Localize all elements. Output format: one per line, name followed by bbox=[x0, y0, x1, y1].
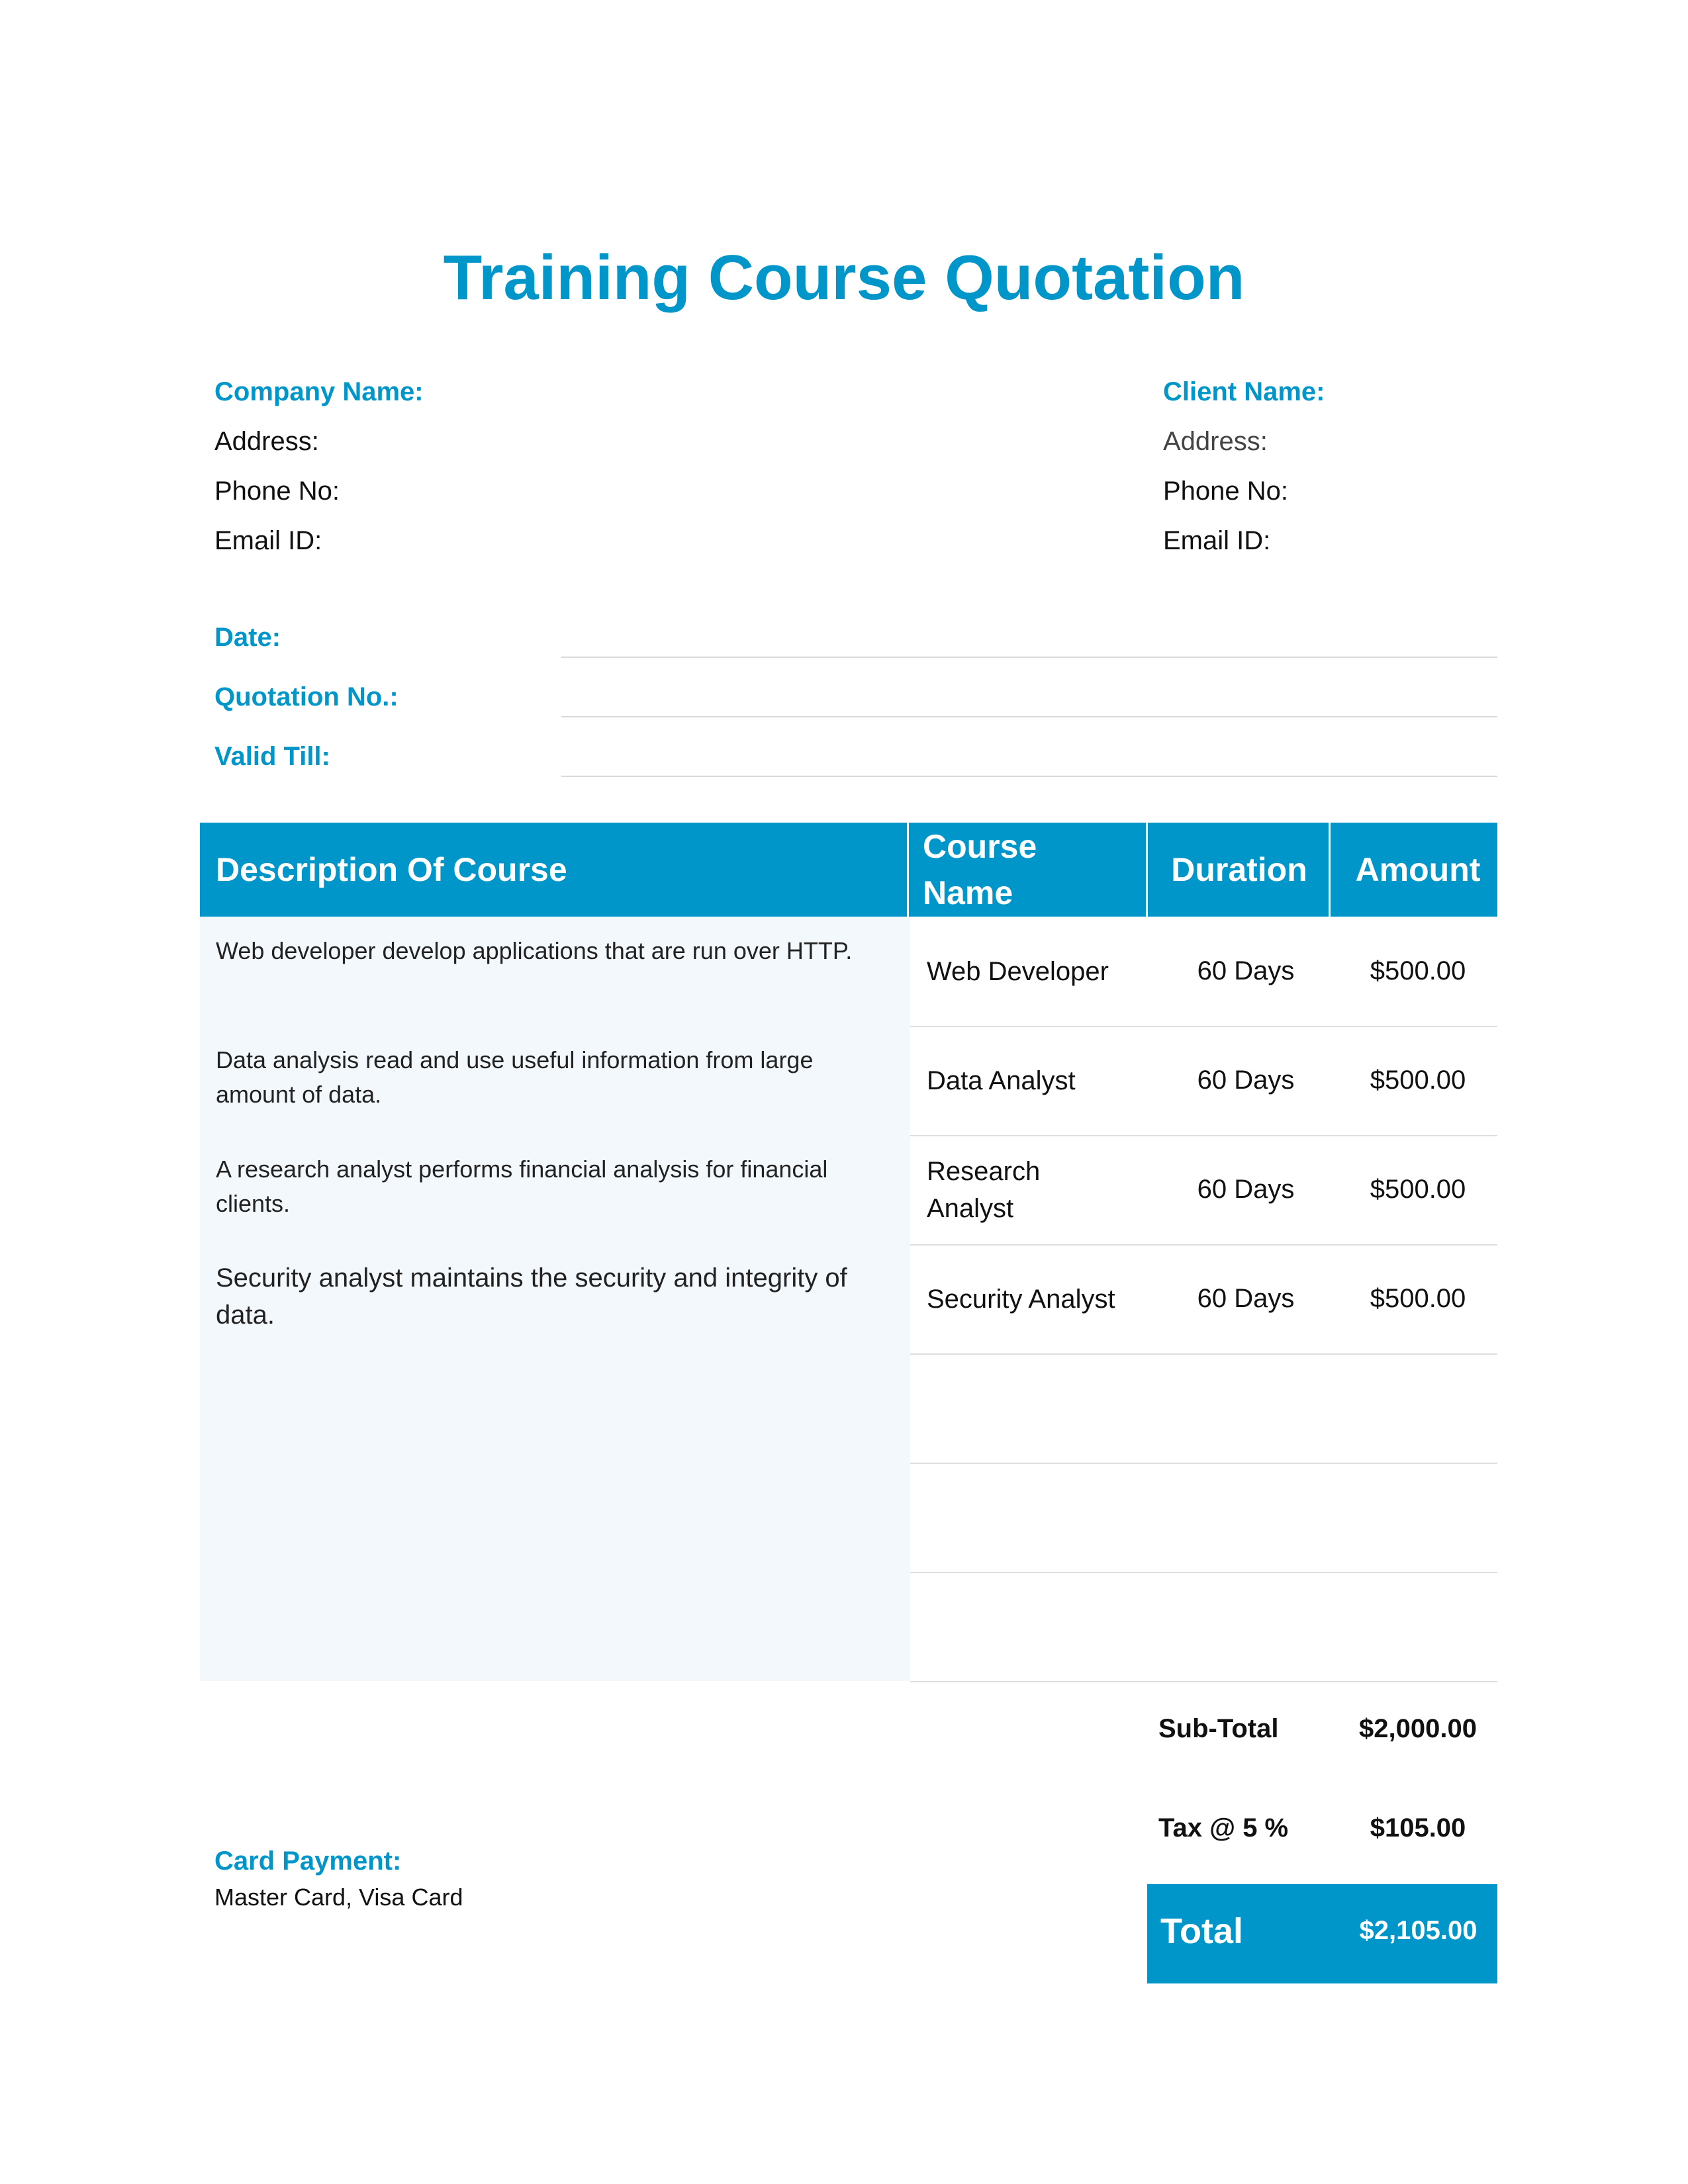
header-description: Description Of Course bbox=[216, 851, 567, 888]
description-item: Security analyst maintains the security and integrity of data. bbox=[216, 1263, 847, 1330]
row-divider bbox=[910, 1463, 1497, 1464]
card-payment-methods: Master Card, Visa Card bbox=[214, 1884, 463, 1911]
total-value: $2,105.00 bbox=[1359, 1916, 1477, 1945]
course-name-cell: Research Analyst bbox=[927, 1156, 1041, 1223]
header-amount: Amount bbox=[1355, 851, 1481, 888]
amount-cell: $500.00 bbox=[1370, 956, 1466, 985]
amount-cell: $500.00 bbox=[1370, 1066, 1466, 1095]
row-divider bbox=[910, 1572, 1497, 1573]
header-course-name: Course Name bbox=[923, 828, 1037, 911]
tax-value: $105.00 bbox=[1370, 1813, 1466, 1843]
valid-till-label: Valid Till: bbox=[214, 742, 330, 771]
quotation-number-underline bbox=[561, 716, 1497, 717]
valid-till-underline bbox=[561, 776, 1497, 777]
header-divider bbox=[907, 823, 909, 917]
duration-cell: 60 Days bbox=[1197, 1066, 1295, 1095]
total-box bbox=[1147, 1884, 1497, 1983]
company-name-label: Company Name: bbox=[214, 377, 424, 406]
date-underline bbox=[561, 657, 1497, 658]
card-payment-label: Card Payment: bbox=[214, 1846, 402, 1876]
header-duration: Duration bbox=[1171, 851, 1307, 888]
company-phone-label: Phone No: bbox=[214, 477, 340, 506]
client-phone-label: Phone No: bbox=[1163, 477, 1289, 506]
amount-cell: $500.00 bbox=[1370, 1284, 1466, 1313]
description-item: A research analyst performs financial analysis for financial clients. bbox=[216, 1156, 828, 1217]
description-item: Web developer develop applications that are run over HTTP. bbox=[216, 937, 853, 964]
row-divider bbox=[910, 1353, 1497, 1355]
subtotal-value: $2,000.00 bbox=[1359, 1714, 1477, 1743]
total-label: Total bbox=[1160, 1911, 1243, 1951]
course-name-cell: Data Analyst bbox=[927, 1066, 1076, 1095]
client-email-label: Email ID: bbox=[1163, 526, 1271, 555]
date-label: Date: bbox=[214, 623, 281, 652]
duration-cell: 60 Days bbox=[1197, 1284, 1295, 1313]
header-divider bbox=[1329, 823, 1331, 917]
company-email-label: Email ID: bbox=[214, 526, 322, 555]
amount-cell: $500.00 bbox=[1370, 1175, 1466, 1204]
client-name-label: Client Name: bbox=[1163, 377, 1325, 406]
description-item: Data analysis read and use useful information from large amount of data. bbox=[216, 1046, 814, 1108]
row-divider bbox=[910, 1681, 1497, 1682]
duration-cell: 60 Days bbox=[1197, 956, 1295, 985]
company-address-label: Address: bbox=[214, 427, 319, 456]
duration-cell: 60 Days bbox=[1197, 1175, 1295, 1204]
subtotal-label: Sub-Total bbox=[1158, 1714, 1279, 1743]
document-title: Training Course Quotation bbox=[443, 242, 1245, 313]
course-name-cell: Security Analyst bbox=[927, 1284, 1115, 1314]
client-address-label: Address: bbox=[1163, 427, 1268, 456]
course-name-cell: Web Developer bbox=[927, 956, 1109, 986]
quotation-number-label: Quotation No.: bbox=[214, 682, 399, 711]
tax-label: Tax @ 5 % bbox=[1158, 1813, 1289, 1843]
